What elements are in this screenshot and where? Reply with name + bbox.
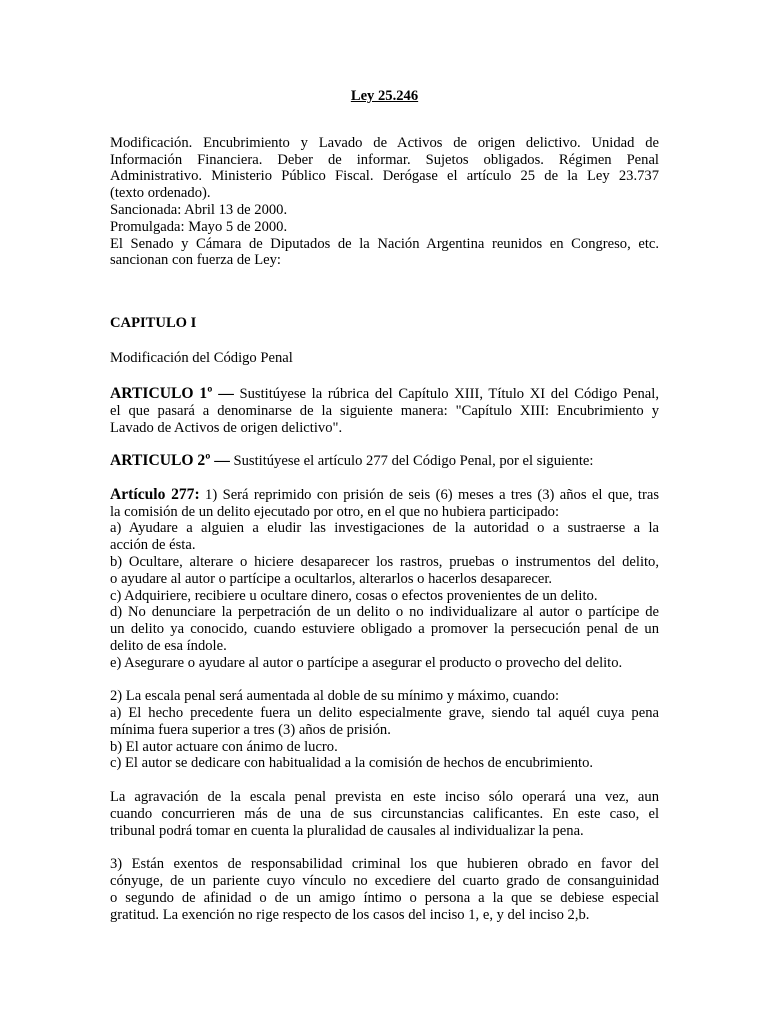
article-277 — [110, 487, 659, 672]
document-body — [110, 88, 659, 923]
inciso-2 — [110, 688, 659, 772]
inciso-2-line: a) El hecho precedente fuera un delito especialmente grave, siendo tal aquél cuya pena — [110, 705, 659, 722]
summary-line: Información Financiera. Deber de informar. Sujetos obligados. Régimen Penal — [110, 151, 659, 168]
article-277-line: un delito ya conocido, cuando estuviere obligado a promover la persecución penal de un — [110, 621, 659, 638]
article-277-line: a) Ayudare a alguien a eludir las investigaciones de la autoridad o a sustraerse a la — [110, 520, 659, 537]
summary-paragraph — [110, 135, 659, 269]
article-277-line: o ayudare al autor o partícipe a ocultarlos, alterarlos o hacerlos desaparecer. — [110, 570, 553, 587]
inciso-2-line: b) El autor actuare con ánimo de lucro. — [110, 738, 338, 755]
article-277-text: 1) Será reprimido con prisión de seis (6) meses a tres (3) años el que, tras — [199, 486, 659, 503]
inciso-3 — [110, 856, 659, 923]
article-277-line: e) Asegurare o ayudare al autor o partícipe a asegurar el producto o provecho del delito. — [110, 654, 623, 671]
agravacion-paragraph — [110, 789, 659, 839]
inciso-2-line: 2) La escala penal será aumentada al doble de su mínimo y máximo, cuando: — [110, 688, 560, 705]
article-277-lead: Artículo 277: — [110, 485, 200, 503]
agravacion-line: tribunal podrá tomar en cuenta la pluralidad de causales al individualizar la pena. — [110, 822, 584, 839]
inciso-2-line: c) El autor se dedicare con habitualidad a la comisión de hechos de encubrimiento. — [110, 755, 594, 772]
sancionada-date: Sancionada: Abril 13 de 2000. — [110, 201, 288, 218]
senado-line: sancionan con fuerza de Ley: — [110, 252, 281, 269]
article-277-line: la comisión de un delito ejecutado por otro, en el que no hubiera participado: — [110, 503, 560, 520]
article-277-line: delito de esa índole. — [110, 637, 227, 654]
senado-line: El Senado y Cámara de Diputados de la Nación Argentina reunidos en Congreso, etc. — [110, 235, 659, 252]
inciso-3-line: 3) Están exentos de responsabilidad criminal los que hubieren obrado en favor del — [110, 856, 659, 873]
promulgada-date: Promulgada: Mayo 5 de 2000. — [110, 218, 288, 235]
summary-line: Modificación. Encubrimiento y Lavado de Activos de origen delictivo. Unidad de — [110, 134, 659, 151]
summary-line: Administrativo. Ministerio Público Fiscal. Derógase el artículo 25 de la Ley 23.737 — [110, 168, 659, 185]
inciso-3-line: gratitud. La exención no rige respecto de los casos del inciso 1, e, y del inciso 2,b. — [110, 906, 590, 923]
article-2 — [110, 453, 659, 470]
article-277-line: d) No denunciare la perpetración de un delito o no individualizare al autor o partícipe de — [110, 604, 659, 621]
agravacion-line: La agravación de la escala penal prevista en este inciso sólo operará una vez, aun — [110, 789, 659, 806]
article-277-line: b) Ocultare, alterare o hiciere desaparecer los rastros, pruebas o instrumentos del delito, — [110, 553, 659, 570]
law-title: Ley 25.246 — [350, 88, 419, 104]
inciso-2-line: mínima fuera superior a tres (3) años de prisión. — [110, 721, 391, 738]
summary-line: (texto ordenado). — [110, 185, 211, 202]
article-1-text: Sustitúyese la rúbrica del Capítulo XIII, Título XI del Código Penal, — [233, 385, 659, 402]
chapter-subtitle: Modificación del Código Penal — [110, 350, 293, 367]
chapter-heading: CAPITULO I — [110, 314, 197, 331]
article-1-line: el que pasará a denominarse de la siguiente manera: "Capítulo XIII: Encubrimiento y — [110, 402, 659, 419]
inciso-3-line: o segundo de afinidad o de un amigo íntimo o persona a la que se debiese especial — [110, 889, 659, 906]
inciso-3-line: cónyuge, de un pariente cuyo vínculo no excediere del cuarto grado de consanguinidad — [110, 873, 659, 890]
article-2-text: Sustitúyese el artículo 277 del Código Penal, por el siguiente: — [229, 453, 594, 470]
article-1-line: Lavado de Activos de origen delictivo". — [110, 419, 343, 436]
article-1-lead: ARTICULO 1º — — [110, 384, 234, 402]
article-2-lead: ARTICULO 2º — — [110, 452, 230, 470]
article-277-line: acción de ésta. — [110, 537, 196, 554]
article-277-line: c) Adquiriere, recibiere u ocultare dinero, cosas o efectos provenientes de un delito. — [110, 587, 598, 604]
agravacion-line: cuando concurrieren más de una de sus circunstancias calificantes. En este caso, el — [110, 805, 659, 822]
article-1 — [110, 386, 659, 436]
